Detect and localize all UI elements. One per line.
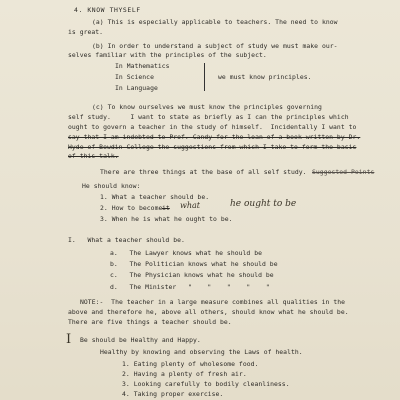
subject-science: In Science — [115, 73, 154, 81]
healthy-line: Be should be Healthy and Happy. — [80, 336, 201, 344]
three-things-line: There are three things at the base of all self study. — [100, 168, 307, 176]
struck-suggested-points: Suggested Points — [312, 168, 375, 176]
paragraph-b-line-1: (b) In order to understand a subject of study we must make our- — [92, 42, 338, 50]
margin-mark: I — [66, 332, 72, 347]
teacher-item-b: b. The Politician knows what he should be — [110, 260, 278, 268]
know-item-2-struck: it — [162, 204, 170, 212]
note-line-2: above and therefore he, above all others, should know what he should be. — [68, 308, 349, 316]
paragraph-c-line-1: (c) To know ourselves we must know the principles governing — [92, 103, 322, 111]
paragraph-c-line-6 — [68, 152, 119, 160]
paragraph-a-line-1: (a) This is especially applicable to teachers. The need to know — [92, 18, 338, 26]
paragraph-c-line-4-text: say that I am indebted to Prof. Candy for the loan of a book written by Dr. — [68, 133, 361, 141]
handwritten-note: he ought to be — [230, 199, 297, 209]
paragraph-c-line-5 — [68, 143, 356, 151]
health-item-4: 4. Taking proper exercise. — [122, 390, 224, 398]
section-heading: 4. KNOW THYSELF — [74, 6, 141, 14]
know-item-2: 2. How to become — [100, 204, 163, 212]
paragraph-c-line-6-text: of this talk. — [68, 152, 119, 160]
subject-mathematics: In Mathematics — [115, 62, 170, 70]
teacher-item-a: a. The Lawyer knows what he should be — [110, 249, 263, 257]
healthy-sub: Healthy by knowing and observing the Laws of health. — [100, 348, 303, 356]
teacher-item-c: c. The Physician knows what he should be — [110, 271, 274, 279]
he-should-know: He should know: — [82, 182, 141, 190]
health-item-2: 2. Having a plenty of fresh air. — [122, 370, 247, 378]
health-item-1: 1. Eating plenty of wholesome food. — [122, 360, 259, 368]
note-line-1: NOTE:- The teacher in a large measure combines all qualities in the — [80, 298, 346, 306]
know-item-1: 1. What a teacher should be. — [100, 193, 210, 201]
note-line-3: There are five things a teacher should be. — [68, 318, 232, 326]
paragraph-b-line-2: selves familiar with the principles of the subject. — [68, 51, 267, 59]
paragraph-a-line-2: is great. — [68, 28, 104, 36]
subject-language: In Language — [115, 84, 158, 92]
section-I-heading: I. What a teacher should be. — [68, 236, 185, 244]
paragraph-c-line-5-text: Hyde of Bowdin College the suggestions from which I take to form the basis — [68, 143, 357, 151]
health-item-3: 3. Looking carefully to bodily cleanliness. — [122, 380, 290, 388]
handwritten-what: what — [180, 201, 200, 210]
subjects-bracket — [204, 63, 205, 91]
paragraph-c-line-2: self study. I want to state as briefly as I can the principles which — [68, 113, 349, 121]
paragraph-c-line-3: ought to govern a teacher in the study of himself. Incidentally I want to — [68, 123, 357, 131]
know-item-3: 3. When he is what he ought to be. — [100, 215, 233, 223]
teacher-item-d: d. The Minister " " " " " — [110, 283, 270, 291]
paragraph-c-line-4 — [68, 133, 360, 141]
subjects-note: we must know principles. — [218, 73, 312, 81]
